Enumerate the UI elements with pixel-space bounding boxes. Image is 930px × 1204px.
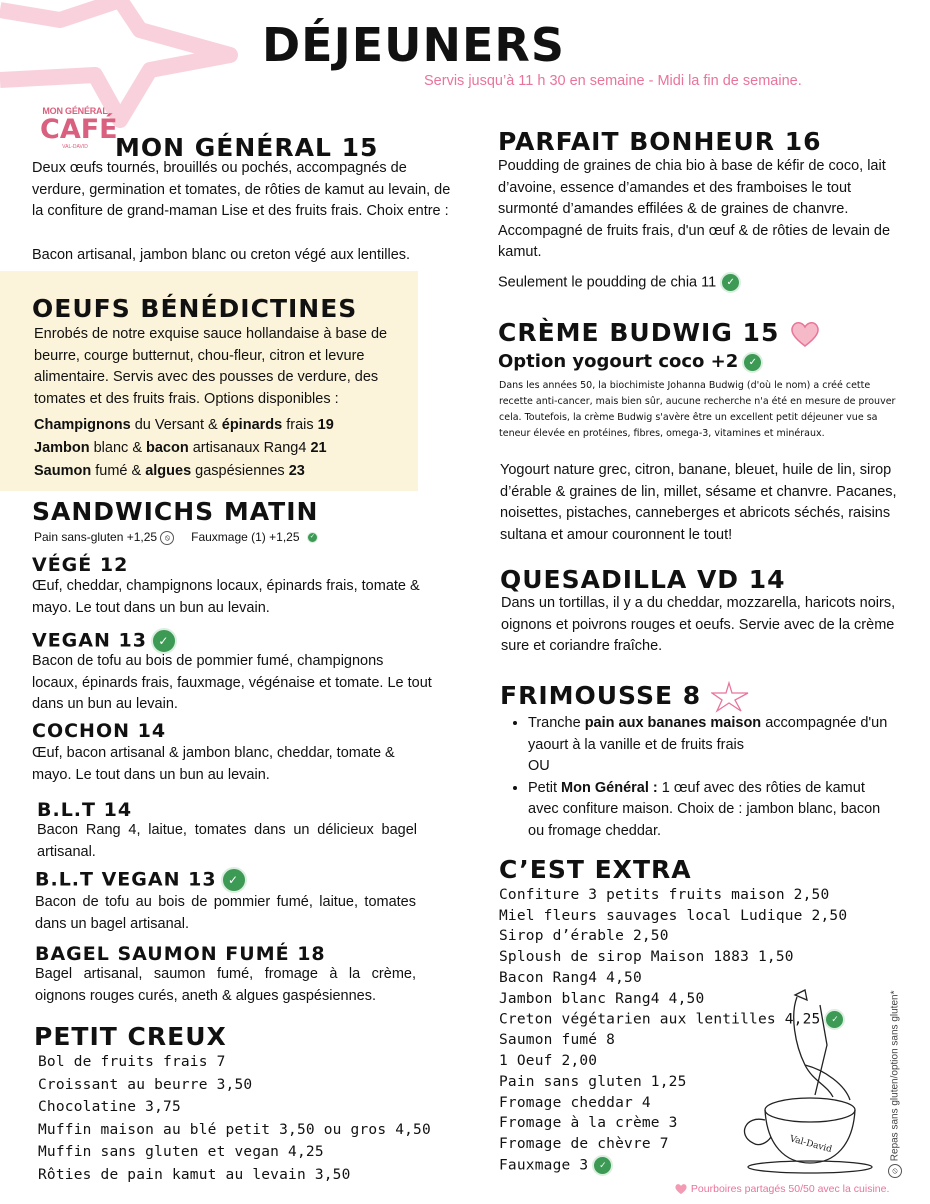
quesadilla-desc: Dans un tortillas, il y a du cheddar, mozzarella, haricots noirs, oignons et poivrons rouges et oeufs. Servie avec de la crème sure et coriandre fraîche. <box>501 595 896 655</box>
heart-icon <box>674 1183 688 1195</box>
option-price: 19 <box>317 417 334 433</box>
frimousse-title <box>500 681 751 713</box>
list-item: Chocolatine 3,75 <box>38 1099 181 1116</box>
option-price: 21 <box>310 440 327 456</box>
budwig-desc: Yogourt nature grec, citron, banane, bleuet, huile de lin, sirop d’érable & graines de lin, millet, sésame et chanvre. Pacanes, noisettes, pistaches, canneberges et abricots séchés, raisins sultana et amour couronnent le tout! <box>500 462 897 543</box>
vegan-badge-icon: ✓ <box>307 532 318 543</box>
option-text: artisanaux Rang4 <box>188 440 311 456</box>
vegan-badge-icon: ✓ <box>592 1155 613 1176</box>
option-bold: algues <box>145 463 192 479</box>
parfait-desc: Poudding de graines de chia bio à base de kéfir de coco, lait d’avoine, essence d’amandes et des framboises le tout surmonté d’amandes effilées & de graines de chanvre. Accompagné de fruits frais, d'un œuf & de rôties de levain de kamut. <box>498 158 891 261</box>
list-item: Rôties de pain kamut au levain 3,50 <box>38 1166 351 1183</box>
list-item: Fromage à la crème 3 <box>499 1115 678 1132</box>
list-item: Muffin sans gluten et vegan 4,25 <box>38 1144 324 1161</box>
vegan-badge-icon: ✓ <box>720 272 741 293</box>
vegan-badge-icon: ✓ <box>151 628 177 654</box>
item-text: Tranche <box>528 715 585 731</box>
cochon-title: COCHON 14 <box>32 720 167 742</box>
logo-line1: MON GÉNÉRAL <box>42 106 108 116</box>
list-item: Bacon Rang4 4,50 <box>499 969 642 986</box>
list-item: Sirop d’érable 2,50 <box>499 928 669 945</box>
sandwichs-title: SANDWICHS MATIN <box>32 497 319 526</box>
vegan-title-text: VEGAN 13 <box>32 629 147 652</box>
item-bold: pain aux bananes maison <box>584 715 762 731</box>
benedictines-option-2 <box>34 438 418 460</box>
item-text: accompagnée d'un yaourt à la vanille et de fruits frais <box>528 715 888 753</box>
list-item: Muffin maison au blé petit 3,50 ou gros 4,50 <box>38 1121 431 1138</box>
benedictines-option-3 <box>34 461 418 483</box>
gluten-free-icon: ⦸ <box>888 1164 902 1178</box>
vege-desc: Œuf, cheddar, champignons locaux, épinards frais, tomate & mayo. Le tout dans un bun au levain. <box>32 578 420 616</box>
extra-title: C’EST EXTRA <box>499 855 692 884</box>
budwig-title-text: CRÈME BUDWIG 15 <box>498 318 780 347</box>
budwig-option <box>498 351 763 373</box>
page-title: DÉJEUNERS <box>262 18 565 72</box>
list-item: Bol de fruits frais 7 <box>38 1054 226 1070</box>
item-text: Fauxmage 3 <box>499 1157 589 1174</box>
option-bold: épinards <box>221 417 283 433</box>
item-text: 1 œuf avec des rôties de kamut avec confiture maison. Choix de : jambon blanc, bacon ou fromage cheddar. <box>528 779 881 839</box>
budwig-title <box>498 318 821 348</box>
blt-desc: Bacon Rang 4, laitue, tomates dans un délicieux bagel artisanal. <box>37 822 417 860</box>
gluten-free-icon: ⦸ <box>160 531 174 545</box>
blt-vegan-title <box>35 867 247 893</box>
option-bold: Champignons <box>34 417 131 433</box>
option-text: blanc & <box>89 440 147 456</box>
item-text: Petit <box>528 779 562 796</box>
page-subtitle: Servis jusqu’à 11 h 30 en semaine - Midi la fin de semaine. <box>424 73 802 89</box>
sandwichs-options <box>34 530 318 545</box>
option-price: 23 <box>288 463 305 479</box>
option-bold: Saumon <box>34 463 92 479</box>
gluten-free-option: Pain sans-gluten +1,25 <box>34 530 158 544</box>
list-item <box>528 713 892 756</box>
fauxmage-option: Fauxmage (1) +1,25 <box>191 530 300 544</box>
list-item: Croissant au beurre 3,50 <box>38 1076 253 1093</box>
vegan-badge-icon: ✓ <box>221 867 247 893</box>
gluten-free-note <box>888 991 902 1178</box>
parfait-only-text: Seulement le poudding de chia 11 <box>498 274 717 291</box>
blt-title: B.L.T 14 <box>37 799 133 821</box>
flamingo-cup-illustration <box>735 985 875 1175</box>
list-item: Fromage cheddar 4 <box>499 1094 651 1111</box>
list-item: Jambon blanc Rang4 4,50 <box>499 990 705 1007</box>
logo-line2: CAFÉ <box>40 114 118 145</box>
option-bold: bacon <box>146 440 189 456</box>
bagel-title: BAGEL SAUMON FUMÉ 18 <box>35 943 326 965</box>
frimousse-list <box>502 713 892 843</box>
frimousse-title-text: FRIMOUSSE 8 <box>500 681 702 710</box>
mon-general-choices: Bacon artisanal, jambon blanc ou creton végé aux lentilles. <box>32 247 411 263</box>
budwig-history: Dans les années 50, la biochimiste Johanna Budwig (d'où le nom) a créé cette recette anti-cancer, mais bien sûr, aucune recherche n'a été en mesure de prouver cela. Toutefois, la crème Budwig s'avère être un excellent petit déjeuner vue sa teneur élevée en protéines, fibres, omega-3, vitamines et minéraux. <box>499 380 896 439</box>
bagel-desc: Bagel artisanal, saumon fumé, fromage à la crème, oignons rouges curés, aneth & algues gaspésiennes. <box>35 966 416 1004</box>
benedictines-option-1 <box>34 415 418 437</box>
quesadilla-title: QUESADILLA VD 14 <box>500 565 786 594</box>
list-item: Pain sans gluten 1,25 <box>499 1073 687 1090</box>
option-text: frais <box>282 417 318 433</box>
decorative-star-icon <box>0 0 240 130</box>
logo-line3: VAL-DAVID <box>62 144 88 150</box>
item-bold: Mon Général : <box>561 779 658 796</box>
cafe-logo <box>40 106 118 150</box>
list-item: Fromage de chèvre 7 <box>499 1135 669 1152</box>
list-item: 1 Oeuf 2,00 <box>499 1053 598 1070</box>
option-text: fumé & <box>91 463 146 479</box>
petit-creux-title: PETIT CREUX <box>34 1022 227 1051</box>
option-text: du Versant & <box>130 417 222 433</box>
list-item: Saumon fumé 8 <box>499 1032 616 1049</box>
parfait-only <box>498 272 741 294</box>
list-item: Confiture 3 petits fruits maison 2,50 <box>499 887 830 903</box>
cochon-desc: Œuf, bacon artisanal & jambon blanc, cheddar, tomate & mayo. Le tout dans un bun au levain. <box>32 745 395 783</box>
list-item: Miel fleurs sauvages local Ludique 2,50 <box>499 907 848 924</box>
parfait-title: PARFAIT BONHEUR 16 <box>498 127 822 156</box>
blt-vegan-title-text: B.L.T VEGAN 13 <box>35 868 217 891</box>
or-separator: OU <box>528 758 550 775</box>
vege-title: VÉGÉ 12 <box>32 554 129 576</box>
vegan-badge-icon: ✓ <box>824 1009 845 1030</box>
star-outline-icon <box>711 681 751 713</box>
petit-creux-list <box>38 1051 431 1187</box>
budwig-option-text: Option yogourt coco +2 <box>498 351 739 372</box>
list-item: Sploush de sirop Maison 1883 1,50 <box>499 949 794 966</box>
mon-general-desc: Deux œufs tournés, brouillés ou pochés, accompagnés de verdure, germination et tomates, de rôties de kamut au levain, de la confiture de grand-maman Lise et des fruits frais. Choix entre : <box>32 160 451 220</box>
option-bold: Jambon <box>34 440 90 456</box>
tips-note <box>674 1183 889 1195</box>
blt-vegan-desc: Bacon de tofu au bois de pommier fumé, laitue, tomates dans un bagel artisanal. <box>35 894 416 932</box>
benedictines-title: OEUFS BÉNÉDICTINES <box>32 294 358 323</box>
vegan-badge-icon: ✓ <box>742 352 763 373</box>
tips-text: Pourboires partagés 50/50 avec la cuisine. <box>690 1183 890 1195</box>
item-text: Creton végétarien aux lentilles 4,25 <box>499 1011 821 1028</box>
benedictines-desc: Enrobés de notre exquise sauce hollandaise à base de beurre, courge butternut, chou-fleur, citron et levure alimentaire. Servis avec des pousses de verdure, des tomates et des fruits frais. Options disponibles : <box>34 326 388 407</box>
vegan-desc: Bacon de tofu au bois de pommier fumé, champignons locaux, épinards frais, fauxmage, végénaise et tomate. Le tout dans un bun au levain. <box>32 653 432 713</box>
cup-signature: Val-David <box>788 1134 833 1156</box>
heart-icon <box>789 320 821 348</box>
gluten-free-note-text: Repas sans gluten/option sans gluten* <box>889 990 901 1162</box>
mon-general-title: MON GÉNÉRAL 15 <box>115 133 379 162</box>
list-item <box>528 778 892 843</box>
option-text: gaspésiennes <box>191 463 289 479</box>
